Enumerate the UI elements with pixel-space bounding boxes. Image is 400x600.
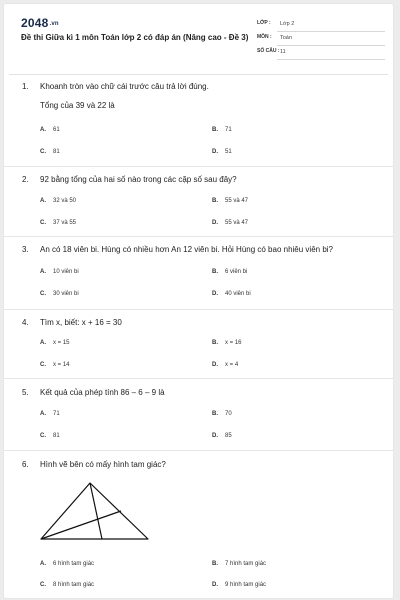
option-3b[interactable] xyxy=(212,269,247,275)
option-1d[interactable] xyxy=(212,149,232,155)
exam-meta xyxy=(257,20,385,62)
meta-value-class: Lớp 2 xyxy=(280,21,295,27)
option-1a[interactable] xyxy=(40,127,60,133)
option-text: 7 hình tam giác xyxy=(225,561,267,567)
option-6d[interactable] xyxy=(212,582,266,588)
question-4 xyxy=(22,318,122,327)
option-letter: D. xyxy=(212,149,218,155)
option-letter: C. xyxy=(40,149,46,155)
option-text: 55 và 47 xyxy=(225,220,249,226)
option-text: 85 xyxy=(225,433,232,439)
option-letter: A. xyxy=(40,340,46,346)
question-number: 1. xyxy=(22,82,29,91)
option-text: 30 viên bi xyxy=(53,291,79,297)
question-text: 92 bằng tổng của hai số nào trong các cặp số sau đây? xyxy=(40,175,237,184)
meta-row-class xyxy=(257,20,385,32)
meta-label-class: LỚP : xyxy=(257,20,271,26)
option-text: 40 viên bi xyxy=(225,291,251,297)
meta-field-class xyxy=(277,20,385,32)
option-text: 37 và 55 xyxy=(53,220,77,226)
option-text: 81 xyxy=(53,433,60,439)
question-number: 5. xyxy=(22,388,29,397)
site-logo[interactable] xyxy=(21,16,59,30)
option-5d[interactable] xyxy=(212,433,232,439)
option-text: x = 16 xyxy=(225,340,242,346)
option-text: x = 15 xyxy=(53,340,70,346)
question-number: 2. xyxy=(22,175,29,184)
question-6 xyxy=(22,460,166,469)
option-letter: D. xyxy=(212,220,218,226)
meta-field-subject xyxy=(277,34,385,46)
question-text: An có 18 viên bi. Hùng có nhiều hơn An 12 viên bi. Hỏi Hùng có bao nhiêu viên bi? xyxy=(40,245,333,254)
option-letter: D. xyxy=(212,362,218,368)
question-text: Tìm x, biết: x + 16 = 30 xyxy=(40,318,122,327)
meta-row-count xyxy=(257,48,385,60)
option-letter: A. xyxy=(40,269,46,275)
option-letter: C. xyxy=(40,582,46,588)
option-text: 10 viên bi xyxy=(53,269,79,275)
meta-value-subject: Toán xyxy=(280,35,292,41)
option-3a[interactable] xyxy=(40,269,79,275)
option-text: 8 hình tam giác xyxy=(53,582,95,588)
option-3d[interactable] xyxy=(212,291,251,297)
question-number: 4. xyxy=(22,318,29,327)
question-divider xyxy=(4,378,393,379)
option-text: 9 hình tam giác xyxy=(225,582,267,588)
option-4d[interactable] xyxy=(212,362,238,368)
question-2 xyxy=(22,175,237,184)
option-letter: B. xyxy=(212,269,218,275)
header-divider xyxy=(9,74,388,75)
meta-label-subject: MÔN : xyxy=(257,34,272,40)
outer-triangle xyxy=(41,483,148,539)
question-number: 3. xyxy=(22,245,29,254)
option-4b[interactable] xyxy=(212,340,242,346)
exam-header xyxy=(21,14,383,68)
option-text: 70 xyxy=(225,411,232,417)
option-letter: B. xyxy=(212,340,218,346)
option-2d[interactable] xyxy=(212,220,248,226)
question-divider xyxy=(4,236,393,237)
option-2a[interactable] xyxy=(40,198,76,204)
option-text: 55 và 47 xyxy=(225,198,249,204)
question-divider xyxy=(4,309,393,310)
option-text: x = 14 xyxy=(53,362,70,368)
option-text: x = 4 xyxy=(225,362,239,368)
question-1 xyxy=(22,82,209,91)
meta-value-count: 11 xyxy=(280,49,286,55)
question-divider xyxy=(4,166,393,167)
option-2c[interactable] xyxy=(40,220,76,226)
question-number: 6. xyxy=(22,460,29,469)
median-line xyxy=(90,483,102,539)
option-letter: D. xyxy=(212,291,218,297)
option-5b[interactable] xyxy=(212,411,232,417)
logo-text: 2048 xyxy=(21,16,49,30)
option-4c[interactable] xyxy=(40,362,70,368)
option-text: 71 xyxy=(225,127,232,133)
question-5 xyxy=(22,388,165,397)
option-letter: B. xyxy=(212,561,218,567)
option-6b[interactable] xyxy=(212,561,266,567)
meta-row-subject xyxy=(257,34,385,46)
option-2b[interactable] xyxy=(212,198,248,204)
option-6c[interactable] xyxy=(40,582,94,588)
option-text: 6 viên bi xyxy=(225,269,248,275)
question-1-subtext: Tổng của 39 và 22 là xyxy=(40,101,115,110)
option-text: 32 và 50 xyxy=(53,198,77,204)
option-letter: A. xyxy=(40,561,46,567)
option-letter: B. xyxy=(212,411,218,417)
option-5a[interactable] xyxy=(40,411,60,417)
meta-label-count: SỐ CÂU : xyxy=(257,48,280,54)
option-text: 71 xyxy=(53,411,60,417)
triangle-figure xyxy=(40,481,150,543)
option-letter: C. xyxy=(40,433,46,439)
logo-suffix: .vn xyxy=(49,20,59,27)
option-letter: C. xyxy=(40,362,46,368)
question-3 xyxy=(22,245,333,254)
option-letter: C. xyxy=(40,220,46,226)
question-text: Khoanh tròn vào chữ cái trước câu trả lời đúng. xyxy=(40,82,209,91)
option-letter: D. xyxy=(212,433,218,439)
exam-sheet xyxy=(4,4,393,598)
option-letter: A. xyxy=(40,411,46,417)
option-1c[interactable] xyxy=(40,149,60,155)
option-4a[interactable] xyxy=(40,340,70,346)
option-text: 81 xyxy=(53,149,60,155)
question-text: Kết quả của phép tính 86 – 6 – 9 là xyxy=(40,388,165,397)
meta-field-count xyxy=(277,48,385,60)
option-text: 6 hình tam giác xyxy=(53,561,95,567)
question-text: Hình vẽ bên có mấy hình tam giác? xyxy=(40,460,166,469)
option-letter: C. xyxy=(40,291,46,297)
option-letter: B. xyxy=(212,198,218,204)
option-letter: A. xyxy=(40,198,46,204)
option-6a[interactable] xyxy=(40,561,94,567)
option-3c[interactable] xyxy=(40,291,79,297)
option-5c[interactable] xyxy=(40,433,60,439)
option-text: 51 xyxy=(225,149,232,155)
option-letter: A. xyxy=(40,127,46,133)
option-letter: B. xyxy=(212,127,218,133)
option-1b[interactable] xyxy=(212,127,232,133)
option-letter: D. xyxy=(212,582,218,588)
exam-title: Đề thi Giữa kì 1 môn Toán lớp 2 có đáp án (Nâng cao - Đề 3) xyxy=(21,33,249,42)
question-divider xyxy=(4,450,393,451)
option-text: 61 xyxy=(53,127,60,133)
